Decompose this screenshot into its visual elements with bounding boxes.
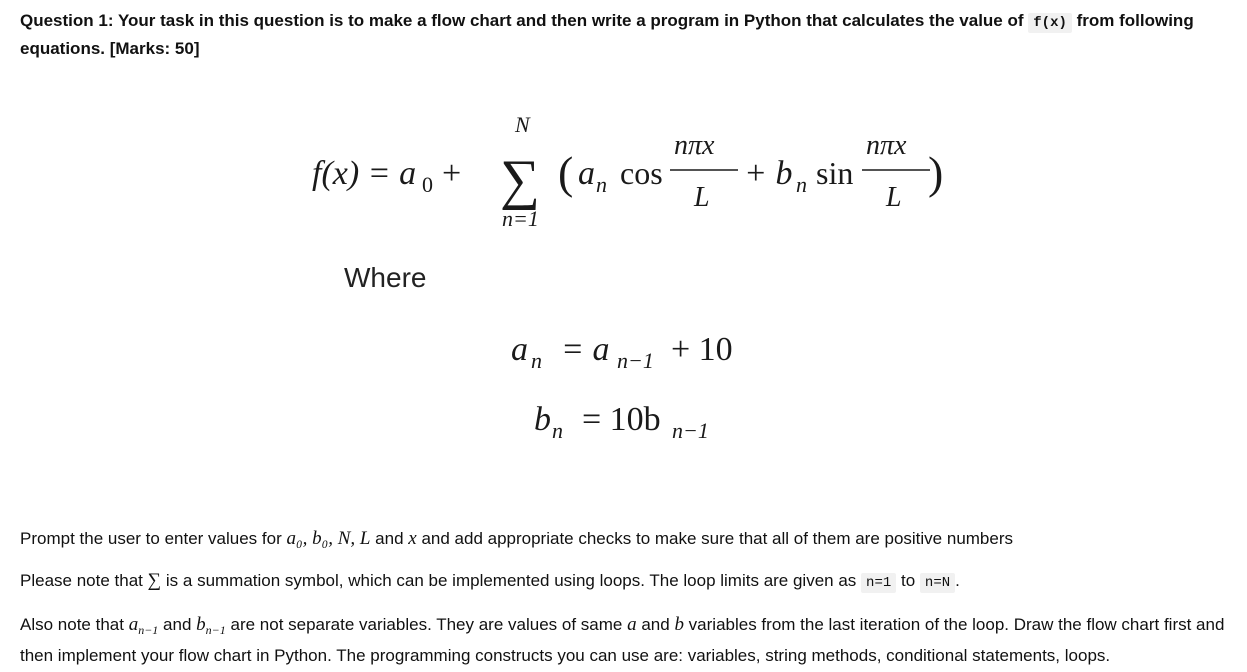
frac2-den: L <box>886 182 902 213</box>
var-a: a <box>627 614 637 635</box>
eq-plus-b: + b <box>744 155 793 192</box>
question-text: Your task in this question is to make a flow chart and then write a program in Python that calculates the value of <box>117 11 1024 30</box>
paragraph-summation-note <box>20 568 1242 596</box>
para3-text4: and <box>641 615 670 634</box>
main-equation <box>300 108 1000 238</box>
eq-plus: + <box>442 155 462 192</box>
b-prev: b <box>196 614 206 635</box>
sum-upper: N <box>515 112 530 137</box>
eq-lhs-sub: 0 <box>422 172 433 197</box>
sum-lower: n=1 <box>502 206 539 231</box>
para1-text2: and <box>375 529 404 548</box>
eq-a-sub: n <box>596 172 607 197</box>
para1-text1: Prompt the user to enter values for <box>20 529 282 548</box>
eq-b-sub: n <box>796 172 807 197</box>
a-prev-sub: n−1 <box>138 623 159 637</box>
eqb-lhs: b <box>534 401 551 438</box>
para1-text3: and add appropriate checks to make sure that all of them are positive numbers <box>421 529 1013 548</box>
para3-text3: are not separate variables. They are values of same <box>230 615 623 634</box>
question-text-end: from following equations. [Marks: 50] <box>20 11 1194 58</box>
frac2-num: nπx <box>866 130 907 161</box>
para2-text4: . <box>955 571 960 590</box>
eqb-rhs-sub: n−1 <box>672 418 709 443</box>
para3-text1: Also note that <box>20 615 124 634</box>
code-n1: n=1 <box>861 573 896 593</box>
eqa-lhs: a <box>511 331 528 368</box>
eqa-lhs-sub: n <box>531 348 542 373</box>
equation-a <box>505 328 785 378</box>
a-prev: a <box>128 614 139 635</box>
para1-x: x <box>408 528 417 549</box>
eq-a-term: a <box>578 155 595 192</box>
eqb-lhs-sub: n <box>552 418 563 443</box>
eqa-eq: = a <box>561 331 610 368</box>
eqa-rhs-sub: n−1 <box>617 348 654 373</box>
para1-vars: a₀, b₀, N, L <box>286 528 371 549</box>
para3-text5: variables from the last iteration of the loop. Draw the flow chart first and then implement your flow chart in Python. The programming constructs you can use are: variables, string methods, conditional statements, loops. <box>20 615 1225 665</box>
eq-cos: cos <box>620 155 663 191</box>
paren-open: ( <box>558 147 574 198</box>
b-prev-sub: n−1 <box>205 623 226 637</box>
paragraph-iteration-note <box>20 612 1242 668</box>
question-label: Question 1: <box>20 11 114 30</box>
eqa-tail: + 10 <box>671 331 733 368</box>
para2-text1: Please note that <box>20 571 143 590</box>
sigma-symbol: ∑ <box>147 570 162 591</box>
var-b: b <box>674 614 684 635</box>
para3-text2: and <box>163 615 192 634</box>
eqb-eq: = 10b <box>582 401 661 438</box>
frac1-den: L <box>694 182 710 213</box>
frac1-num: nπx <box>674 130 715 161</box>
equation-b <box>528 396 788 451</box>
para2-text3: to <box>901 571 916 590</box>
question-title <box>20 8 1242 62</box>
para2-text2: is a summation symbol, which can be implemented using loops. The loop limits are given as <box>165 571 857 590</box>
paren-close: ) <box>928 147 944 198</box>
code-nN: n=N <box>920 573 955 593</box>
eq-sin: sin <box>816 155 854 191</box>
where-label: Where <box>344 262 427 293</box>
code-fx: f(x) <box>1028 13 1072 33</box>
paragraph-prompt <box>20 526 1242 551</box>
sum-symbol: ∑ <box>500 149 540 211</box>
eq-lhs: f(x) = a <box>312 155 417 192</box>
